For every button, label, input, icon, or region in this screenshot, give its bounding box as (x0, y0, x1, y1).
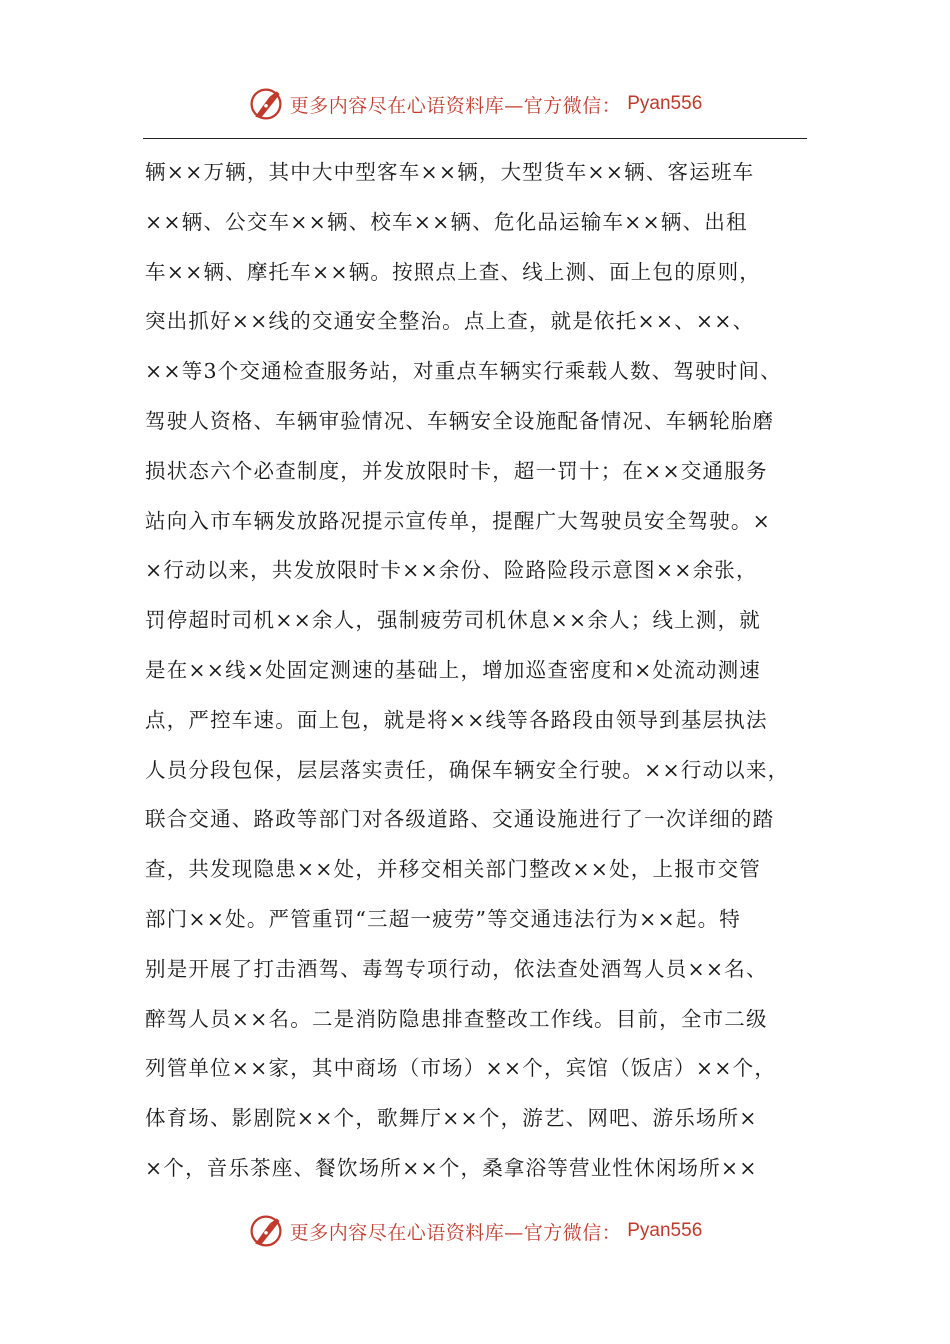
text-line: 车××辆、摩托车××辆。按照点上查、线上测、面上包的原则， (145, 259, 762, 284)
text-line: 辆××万辆，其中大中型客车××辆，大型货车××辆、客运班车 (145, 160, 755, 184)
footer-wechat-id: Pyan556 (627, 1220, 703, 1241)
text-line: ××等3个交通检查服务站，对重点车辆实行乘载人数、驾驶时间、 (145, 359, 782, 384)
text-line: 罚停超时司机××余人，强制疲劳司机休息××余人；线上测，就 (145, 608, 762, 633)
text-line: ×行动以来，共发放限时卡××余份、险路险段示意图××余张， (145, 558, 758, 583)
text-line: 站向入市车辆发放路况提示宣传单，提醒广大驾驶员安全驾驶。× (145, 508, 771, 533)
footer-banner-text: 更多内容尽在心语资料库—官方微信： (289, 1221, 622, 1244)
pen-nib-logo-icon (248, 86, 284, 122)
text-line: ××辆、公交车××辆、校车××辆、危化品运输车××辆、出租 (145, 209, 748, 234)
text-line: 列管单位××家，其中商场（市场）××个，宾馆（饭店）××个， (145, 1056, 777, 1081)
header-wechat-id: Pyan556 (627, 93, 703, 114)
footer-banner (0, 1211, 950, 1251)
text-line: ×个，音乐茶座、餐饮场所××个，桑拿浴等营业性休闲场所×× (145, 1155, 758, 1180)
text-line: 醉驾人员××名。二是消防隐患排查整改工作线。目前，全市二级 (145, 1006, 768, 1031)
text-line: 突出抓好××线的交通安全整治。点上查，就是依托××、××、 (145, 309, 755, 334)
header-banner-text: 更多内容尽在心语资料库—官方微信： (289, 94, 622, 117)
text-line: 部门××处。严管重罚“三超一疲劳”等交通违法行为××起。特 (145, 906, 741, 931)
text-line: 联合交通、路政等部门对各级道路、交通设施进行了一次详细的踏 (145, 807, 775, 832)
document-body (145, 148, 805, 1194)
header-banner (0, 84, 950, 124)
text-line: 驾驶人资格、车辆审验情况、车辆安全设施配备情况、车辆轮胎磨 (145, 408, 775, 433)
text-line: 别是开展了打击酒驾、毒驾专项行动，依法查处酒驾人员××名、 (145, 956, 768, 981)
text-line: 是在××线×处固定测速的基础上，增加巡查密度和×处流动测速 (145, 657, 762, 682)
text-line: 查，共发现隐患××处，并移交相关部门整改××处，上报市交管 (145, 857, 762, 882)
text-line: 损状态六个必查制度，并发放限时卡，超一罚十；在××交通服务 (145, 458, 768, 483)
text-line: 体育场、影剧院××个，歌舞厅××个，游艺、网吧、游乐场所× (145, 1106, 758, 1131)
text-line: 点，严控车速。面上包，就是将××线等各路段由领导到基层执法 (145, 707, 768, 732)
text-line: 人员分段包保，层层落实责任，确保车辆安全行驶。××行动以来， (145, 757, 790, 782)
header-divider (143, 138, 807, 139)
pen-nib-logo-icon (248, 1213, 284, 1249)
